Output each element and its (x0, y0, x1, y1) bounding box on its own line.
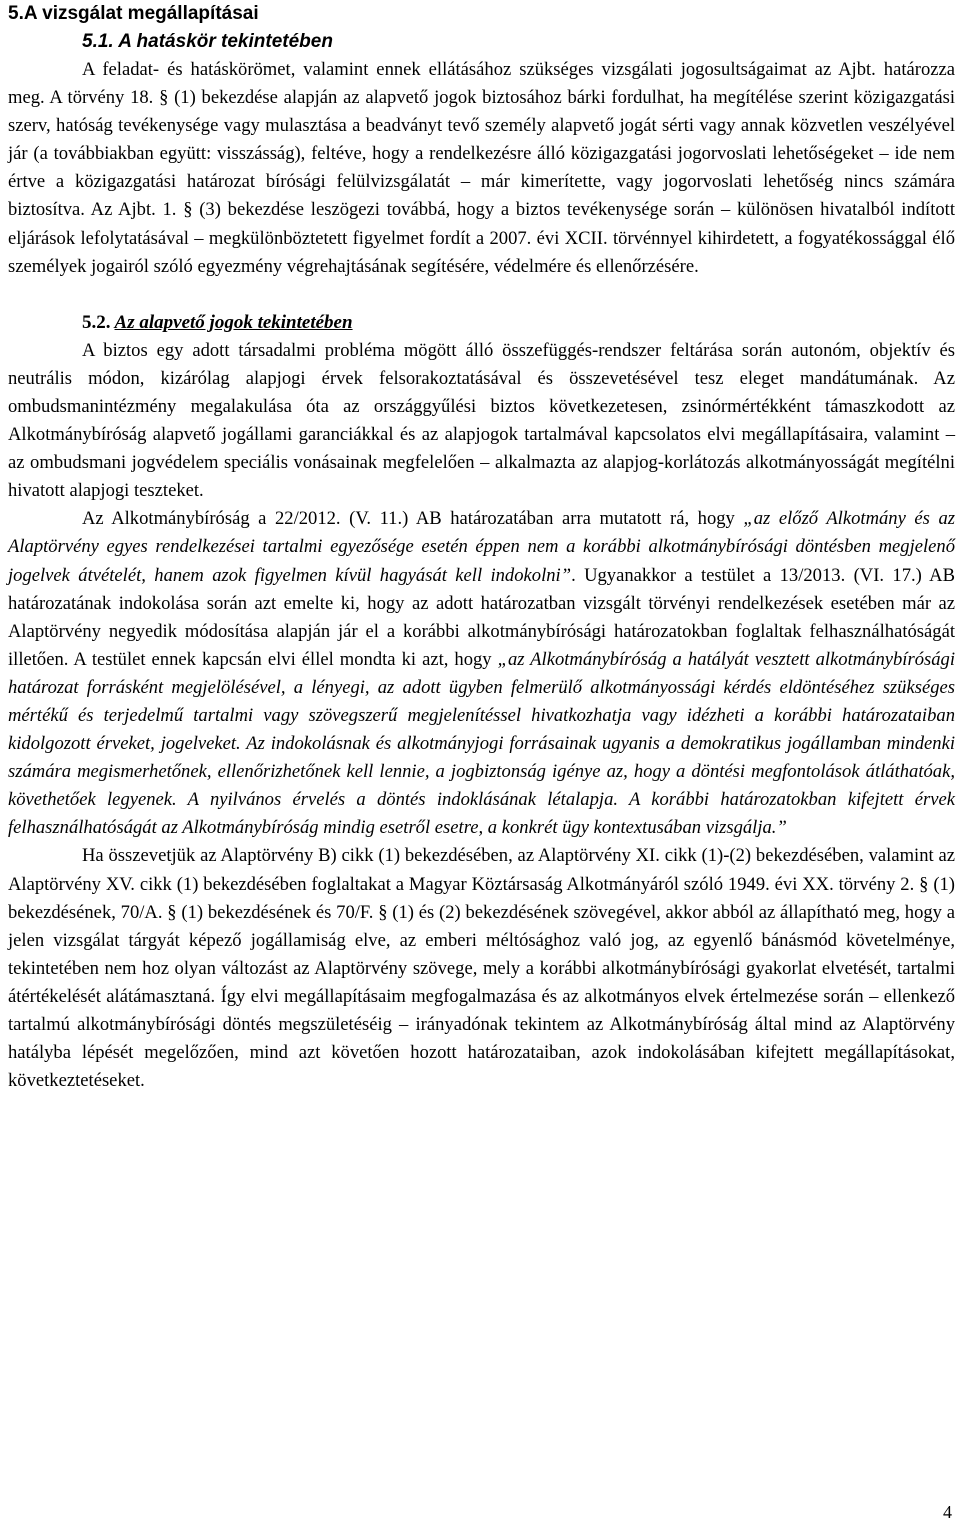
page-number: 4 (943, 1502, 952, 1522)
subsection-number: 5.2. (82, 311, 111, 333)
quote-text: „az előző Alkotmány és az Alaptörvény egyes rendelkezései tartalmi egyezősége esetén éppen nem a korábbi alkotmánybírósági döntésben megjelenő jogelvek átvételét, hanem azok figyelmen kívül hagyását kell indokolni” (8, 508, 955, 586)
paragraph-constitutional-court (8, 505, 955, 842)
subsection-heading-2 (8, 309, 955, 337)
paragraph-text: . Ugyanakkor a testület a 13/2013. (VI. 17.) AB határozatának indokolása során azt emelte ki, hogy az adott határozatban vizsgált törvényi rendelkezések esetében már az Alaptörvény negyedik módosítása alapján jár el a korábbi alkotmánybírósági határozatokban foglaltak felhasználhatóságát illetően. A testület ennek kapcsán elvi éllel mondta ki azt, hogy (8, 564, 955, 670)
paragraph-competence: A feladat- és hatáskörömet, valamint ennek ellátásához szükséges vizsgálati jogosultságaimat az Ajbt. határozza meg. A törvény 18. § (1) bekezdése alapján az alapvető jogok biztosához bárki fordulhat, ha megítélése szerint közigazgatási szerv, hatóság tevékenysége vagy mulasztása a beadványt tevő személy alapvető jogát sérti vagy annak közvetlen veszélyével jár (a továbbiakban együtt: visszásság), feltéve, hogy a rendelkezésre álló közigazgatási jogorvoslati lehetőségeket – ide nem értve a közigazgatási határozat bírósági felülvizsgálatát – már kimerítette, vagy jogorvoslati lehetőség nincs számára biztosítva. Az Ajbt. 1. § (3) bekezdése leszögezi továbbá, hogy a biztos tevékenysége során – különösen hivatalból indított eljárások lefolytatásával – megkülönböztetett figyelmet fordít a 2007. évi XCII. törvénnyel kihirdetett, a fogyatékossággal élő személyek jogairól szóló egyezmény végrehajtásának segítésére, védelmére és ellenőrzésére. (8, 59, 955, 277)
spacer (8, 281, 955, 309)
paragraph-fundamental-rights: A biztos egy adott társadalmi probléma mögött álló összefüggés-rendszer feltárása során autonóm, objektív és neutrális módon, kizárólag alapjogi érvek felsorakoztatásával és összevetésével tesz eleget mandátumának. Az ombudsmanintézmény megalakulása óta az országgyűlési biztos következetesen, zsinórmértékként támaszkodott az Alkotmánybíróság alapvető jogállami garanciákkal és az alapjogok tartalmával kapcsolatos elvi megállapításaira, valamint – az ombudsmani jogvédelem speciális vonásainak megfelelően – alkalmazta az alapjog-korlátozás alkotmányosságát megítélni hivatott alapjogi teszteket. (8, 339, 955, 502)
paragraph-comparison: Ha összevetjük az Alaptörvény B) cikk (1) bekezdésében, az Alaptörvény XI. cikk (1)-(2) bekezdésében, valamint az Alaptörvény XV. cikk (1) bekezdésében foglaltakat a Magyar Köztársaság Alkotmányáról szóló 1949. évi XX. törvény 2. § (1) bekezdésének, 70/A. § (1) bekezdésének és 70/F. § (1) és (2) bekezdésének szövegével, akkor abból az állapítható meg, hogy a jelen vizsgálat tárgyát képező jogállamiság elve, az emberi méltósághoz való jog, az egyenlő bánásmód követelménye, tekintetében nem hoz olyan változást az Alaptörvény szövege, mely a korábbi alkotmánybírósági gyakorlat elvetését, tartalmi átértékelését alátámasztaná. Így elvi megállapításaim megfogalmazása és az alkotmányos elvek értelmezése során – ellenkező tartalmú alkotmánybírósági döntés megszületéséig – irányadónak tekintem az Alkotmánybíróság által mind az Alaptörvény hatályba lépését megelőzően, mind azt követően hozott határozataiban, azok indokolásában kifejtett megállapításokat, következtetéseket. (8, 845, 955, 1092)
subsection-heading-1: 5.1. A hatáskör tekintetében (82, 31, 333, 52)
subsection-title: Az alapvető jogok tekintetében (114, 311, 353, 333)
document-page (8, 0, 955, 1095)
quote-text: „az Alkotmánybíróság a hatályát vesztett alkotmánybírósági határozat forrásként megjelölésével, a lényegi, az adott ügyben felmerülő alkotmányossági kérdés eldöntéséhez szükséges mértékű és terjedelmű tartalmi vagy szövegszerű megjelenítéssel hivatkozhatja vagy idézheti a korábbi határozataiban kidolgozott érveket, jogelveket. Az indokolásnak és alkotmányjogi forrásainak ugyanis a demokratikus jogállamban mindenki számára megismerhetőnek, ellenőrizhetőnek kell lennie, a jogbiztonság igénye az, hogy a döntési megfontolások átláthatóak, követhetőek legyenek. A nyilvános érvelés a döntés indoklásának létalapja. A korábbi határozatokban kifejtett érvek felhasználhatóságát az Alkotmánybíróság mindig esetről esetre, a konkrét ügy kontextusában vizsgálja.” (8, 648, 956, 839)
section-heading: 5.A vizsgálat megállapításai (8, 3, 259, 24)
paragraph-text: Az Alkotmánybíróság a 22/2012. (V. 11.) AB határozatában arra mutatott rá, hogy (82, 508, 744, 530)
